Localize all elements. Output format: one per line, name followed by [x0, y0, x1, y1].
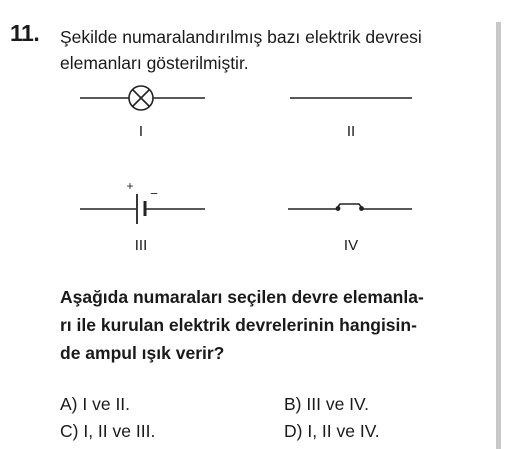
component-label-I: I	[138, 123, 144, 140]
option-b-text: III ve IV.	[306, 394, 369, 414]
option-d[interactable]	[284, 421, 380, 442]
option-b-key: B)	[284, 394, 302, 414]
question-number: 11.	[10, 20, 40, 46]
switch-contacts	[336, 206, 364, 211]
option-b[interactable]	[284, 394, 369, 415]
stem-line-2: elemanları gösterilmiştir.	[60, 53, 249, 73]
component-label-II: II	[346, 123, 356, 140]
option-c-text: I, II ve III.	[83, 421, 156, 441]
option-a-text: I ve II.	[82, 394, 131, 414]
option-d-key: D)	[284, 421, 303, 441]
component-label-IV: IV	[343, 237, 359, 254]
option-a[interactable]	[60, 394, 130, 415]
stem-line-1: Şekilde numaralandırılmış bazı elektrik devresi	[60, 27, 422, 47]
option-c-key: C)	[60, 421, 79, 441]
lamp-icon	[80, 86, 205, 110]
battery-plus-sign: +	[126, 179, 134, 193]
option-a-key: A)	[60, 394, 78, 414]
option-d-text: I, II ve IV.	[307, 421, 380, 441]
question-prompt	[60, 283, 492, 367]
component-label-III: III	[134, 237, 148, 254]
prompt-line-1: Aşağıda numaraları seçilen devre elemanla-	[60, 287, 424, 307]
prompt-line-3: de ampul ışık verir?	[60, 343, 225, 363]
closed-switch-icon	[288, 204, 412, 209]
battery-minus-sign: −	[150, 186, 158, 201]
option-c[interactable]	[60, 421, 155, 442]
battery-icon	[80, 194, 205, 224]
prompt-line-2: rı ile kurulan elektrik devrelerinin hangisin-	[60, 315, 417, 335]
